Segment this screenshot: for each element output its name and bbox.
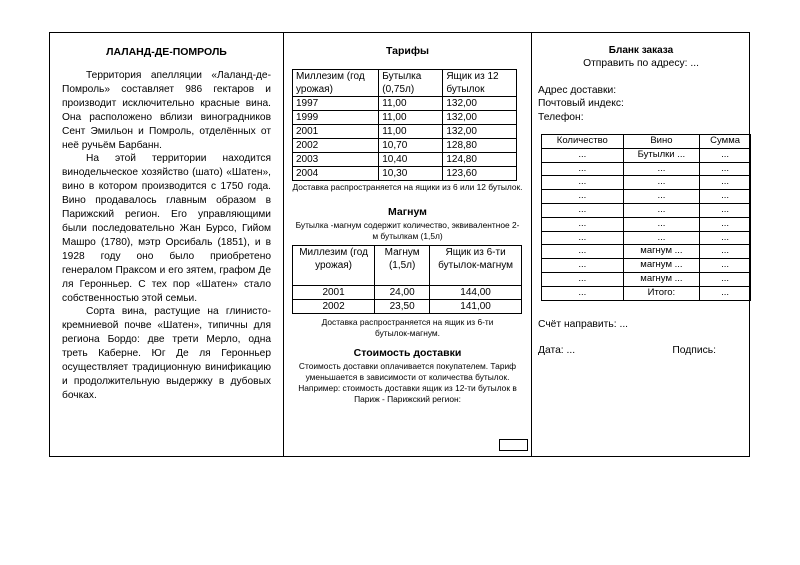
tariffs-note: Доставка распространяется на ящики из 6 или 12 бутылок. [292,182,523,192]
case-price-cell: 141,00 [430,300,522,314]
table-row [293,125,517,139]
case-price-cell: 123,60 [443,167,517,181]
delivery-address-field[interactable]: Адрес доставки: [538,84,617,96]
paragraph-history: На этой территории находится винодельческое хозяйство (шато) «Шатен», вино в котором производится с 1750 года. Вино продавалось главным образом в Парижский регион. Его управляющими были последовательно Жан Бурсо, Гийом Машро (1780), мэтр Орсибаль (1851), и в 1928 году оно было приобретено генералом Праксом и его зятем, графом Де ля Геронньер. С тех пор «Шатен» стало собственностью этой семьи. [62,153,271,304]
magnum-title: Магнум [388,206,427,218]
table-header: Бутылка (0,75л) [379,70,443,97]
table-row [293,286,522,300]
bottle-price-cell: 10,30 [379,167,443,181]
send-to-address[interactable]: Отправить по адресу: ... [583,58,699,69]
table-row[interactable]: ... ... ... [542,231,751,245]
table-header: Миллезим (год урожая) [293,246,375,286]
table-row[interactable]: ... магнум ... ... [542,272,751,286]
description-column [50,33,283,456]
brochure-frame [49,32,750,457]
signature-field[interactable]: Подпись: [672,345,716,357]
table-row[interactable]: ... магнум ... ... [542,245,751,259]
bottle-price-cell: 11,00 [379,125,443,139]
year-cell: 2002 [293,139,379,153]
table-header: Миллезим (год урожая) [293,70,379,97]
table-row[interactable]: ... ... ... [542,162,751,176]
case-price-cell: 132,00 [443,97,517,111]
magnum-price-cell: 23,50 [375,300,430,314]
tariffs-table [292,69,517,181]
tariffs-title: Тарифы [385,45,429,57]
year-cell: 1999 [293,111,379,125]
year-cell: 1997 [293,97,379,111]
delivery-price-box[interactable] [499,439,528,451]
table-row [293,153,517,167]
year-cell: 2001 [293,125,379,139]
table-row [293,111,517,125]
postal-code-field[interactable]: Почтовый индекс: [538,98,624,109]
table-row [293,97,517,111]
order-form-column [532,33,750,456]
table-header: Ящик из 12 бутылок [443,70,517,97]
order-table [541,134,751,301]
year-cell: 2003 [293,153,379,167]
case-price-cell: 132,00 [443,125,517,139]
delivery-text: Стоимость доставки оплачивается покупателем. Тариф уменьшается в зависимости от количества бутылок. Например: стоимость доставки ящик из 12-ти бутылок в Париж - Парижский регион: [298,361,517,404]
case-price-cell: 128,80 [443,139,517,153]
case-price-cell: 124,80 [443,153,517,167]
table-row[interactable]: ... Бутылки ... ... [542,148,751,162]
paragraph-grapes: Сорта вина, растущие на глинисто-кремниевой почве «Шатен», типичны для региона Бордо: две трети Мерло, одна треть Каберне. Юг Де ля Геронньер осуществляет традиционную винификацию и продолжительную выдержку в дубовых бочках. [62,306,271,401]
table-row[interactable]: ... ... ... [542,176,751,190]
region-title: ЛАЛАНД-ДЕ-ПОМРОЛЬ [106,46,227,58]
table-header: Сумма [700,135,751,149]
order-form-title: Бланк заказа [608,45,674,56]
year-cell: 2001 [293,286,375,300]
date-field[interactable]: Дата: ... [538,345,576,357]
table-header: Ящик из 6-ти бутылок-магнум [430,246,522,286]
bottle-price-cell: 10,40 [379,153,443,167]
case-price-cell: 132,00 [443,111,517,125]
table-row [293,167,517,181]
magnum-note: Доставка распространяется на ящик из 6-ти бутылок-магнум. [321,317,494,338]
magnum-table [292,245,522,314]
tariffs-column [284,33,531,456]
magnum-description: Бутылка -магнум содержит количество, эквивалентное 2-м бутылкам (1,5л) [295,220,520,241]
invoice-field[interactable]: Счёт направить: ... [538,318,629,330]
phone-field[interactable]: Телефон: [538,111,584,123]
delivery-title: Стоимость доставки [353,347,462,359]
bottle-price-cell: 11,00 [379,111,443,125]
magnum-price-cell: 24,00 [375,286,430,300]
table-row[interactable]: ... ... ... [542,217,751,231]
paragraph-territory: Территория апелляции «Лаланд-де-Помроль» составляет 986 гектаров и производит исключительно красные вина. Она расположено вблизи виноградников Сент Эмильон и Помроль, отделённых от неё ручьём Барбанн. [62,70,271,151]
year-cell: 2004 [293,167,379,181]
table-row[interactable]: ... магнум ... ... [542,259,751,273]
year-cell: 2002 [293,300,375,314]
bottle-price-cell: 11,00 [379,97,443,111]
total-row[interactable]: ... Итого: ... [542,286,751,300]
table-row[interactable]: ... ... ... [542,203,751,217]
bottle-price-cell: 10,70 [379,139,443,153]
table-row [293,139,517,153]
table-row[interactable]: ... ... ... [542,190,751,204]
table-header: Магнум (1,5л) [375,246,430,286]
table-header: Вино [623,135,700,149]
case-price-cell: 144,00 [430,286,522,300]
table-header: Количество [542,135,624,149]
table-row [293,300,522,314]
